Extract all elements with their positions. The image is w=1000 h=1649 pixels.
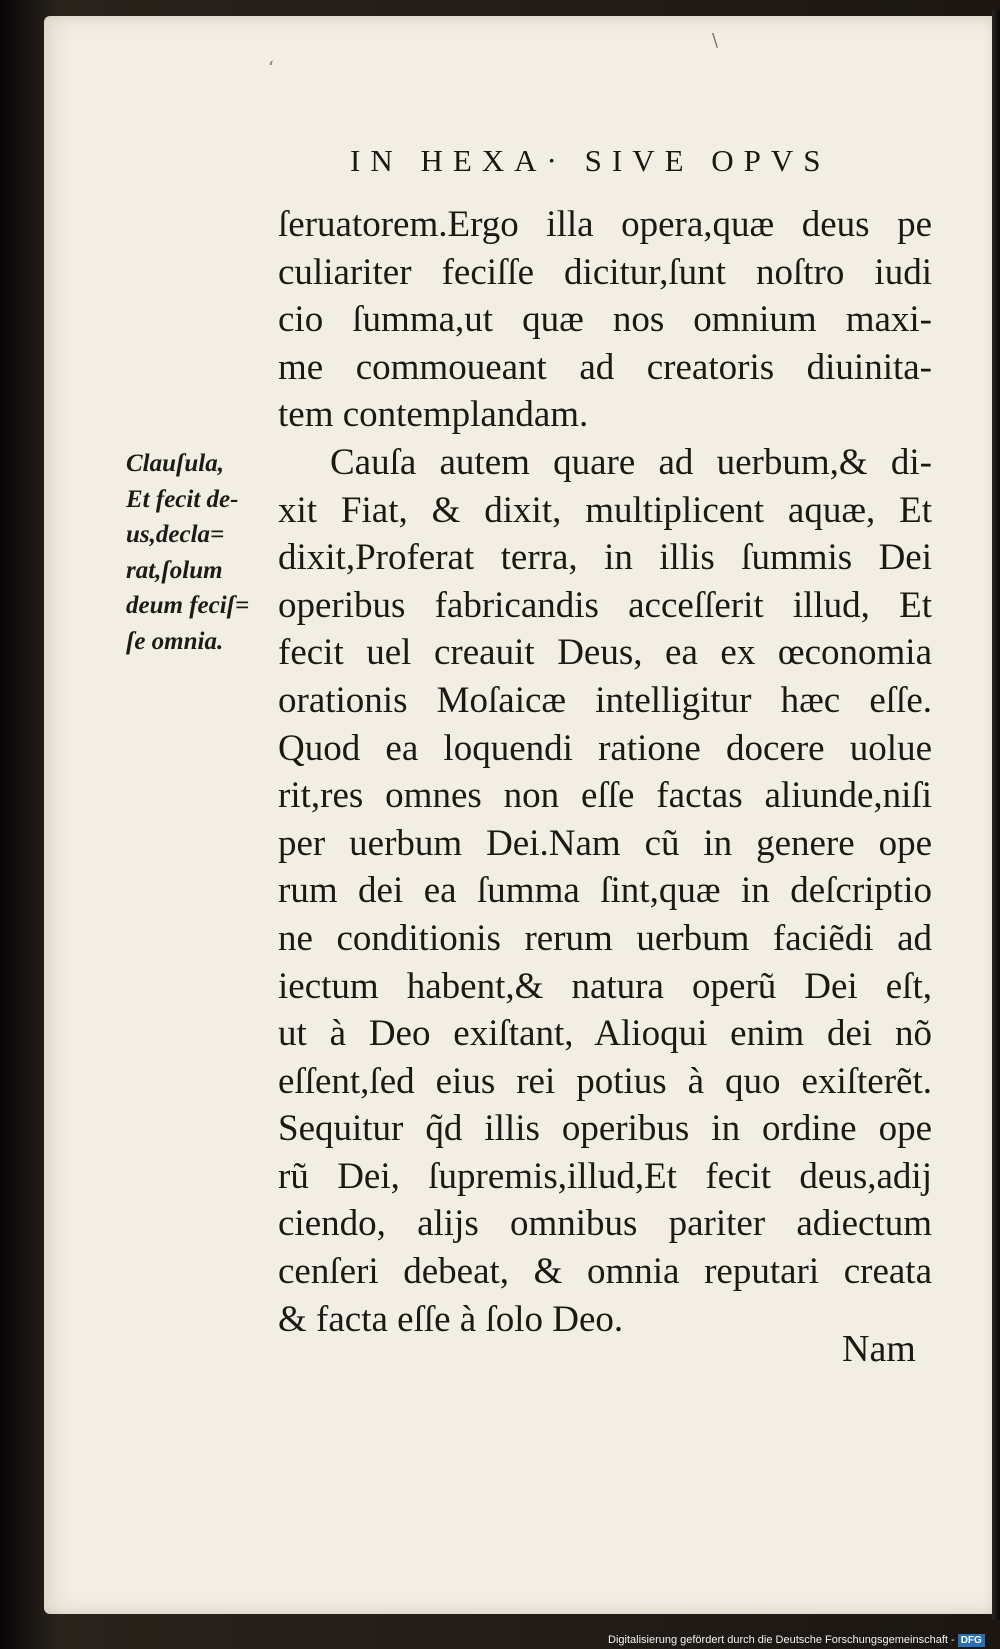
text-line: per uerbum Dei.Nam cũ in genere ope bbox=[278, 822, 932, 864]
text-line: operibus fabricandis acceſſerit illud, Et bbox=[278, 584, 932, 626]
text-line: Cauſa autem quare ad uerbum,& di- bbox=[330, 441, 932, 483]
text-line: fecit uel creauit Deus, ea ex œconomia bbox=[278, 632, 932, 674]
text-line: me commoueant ad creatoris diuinita- bbox=[278, 346, 932, 388]
marginal-line: Clauſula, bbox=[126, 450, 224, 477]
marginal-line: rat,ſolum bbox=[126, 556, 223, 584]
main-text-block bbox=[278, 201, 932, 1343]
text-line: orationis Moſaicæ intelligitur hæc eſſe. bbox=[278, 679, 932, 721]
page-edge bbox=[992, 10, 1000, 1620]
paper-speck: ‘ bbox=[268, 58, 274, 79]
text-line: rum dei ea ſumma ſint,quæ in deſcriptio bbox=[278, 870, 932, 912]
footer-text: Digitalisierung gefördert durch die Deutsche Forschungsgemeinschaft - bbox=[608, 1634, 955, 1646]
text-line: xit Fiat, & dixit, multiplicent aquæ, Et bbox=[278, 489, 932, 531]
text-line: Quod ea loquendi ratione docere uolue bbox=[278, 727, 932, 769]
dfg-logo: DFG bbox=[958, 1634, 985, 1647]
text-line: ſeruatorem.Ergo illa opera,quæ deus pe bbox=[278, 204, 932, 245]
text-line: ne conditionis rerum uerbum faciẽdi ad bbox=[278, 917, 932, 959]
text-line: cenſeri debeat, & omnia reputari creata bbox=[278, 1251, 932, 1293]
text-line: tem contemplandam. bbox=[278, 394, 589, 436]
text-line: Sequitur q̃d illis operibus in ordine ope bbox=[278, 1108, 932, 1150]
text-line: dixit,Proferat terra, in illis ſummis Dei bbox=[278, 537, 932, 579]
paper-speck: \ bbox=[712, 30, 719, 51]
text-line: rũ Dei, ſupremis,illud,Et fecit deus,adij bbox=[278, 1155, 932, 1197]
text-line: eſſent,ſed eius rei potius à quo exiſterẽt. bbox=[278, 1060, 932, 1102]
text-line: iectum habent,& natura operũ Dei eſt, bbox=[278, 965, 932, 1007]
text-line: ciendo, alijs omnibus pariter adiectum bbox=[278, 1203, 932, 1245]
marginal-line: ſe omnia. bbox=[126, 627, 224, 655]
digitization-footer bbox=[608, 1632, 1000, 1649]
marginal-note bbox=[126, 446, 276, 659]
text-line: ut à Deo exiſtant, Alioqui enim dei nõ bbox=[278, 1013, 932, 1055]
marginal-line: us,decla= bbox=[126, 521, 225, 548]
marginal-line: deum feciſ= bbox=[126, 592, 250, 619]
text-line: culiariter feciſſe dicitur,ſunt noſtro iudi bbox=[278, 251, 932, 293]
text-line: & facta eſſe à ſolo Deo. bbox=[278, 1298, 624, 1340]
running-head: IN HEXA· SIVE OPVS bbox=[350, 143, 831, 178]
marginal-line: Et fecit de- bbox=[126, 485, 239, 513]
text-line: cio ſumma,ut quæ nos omnium maxi- bbox=[278, 299, 932, 341]
catchword: Nam bbox=[842, 1328, 916, 1370]
text-line: rit,res omnes non eſſe factas aliunde,niſi bbox=[278, 775, 932, 817]
